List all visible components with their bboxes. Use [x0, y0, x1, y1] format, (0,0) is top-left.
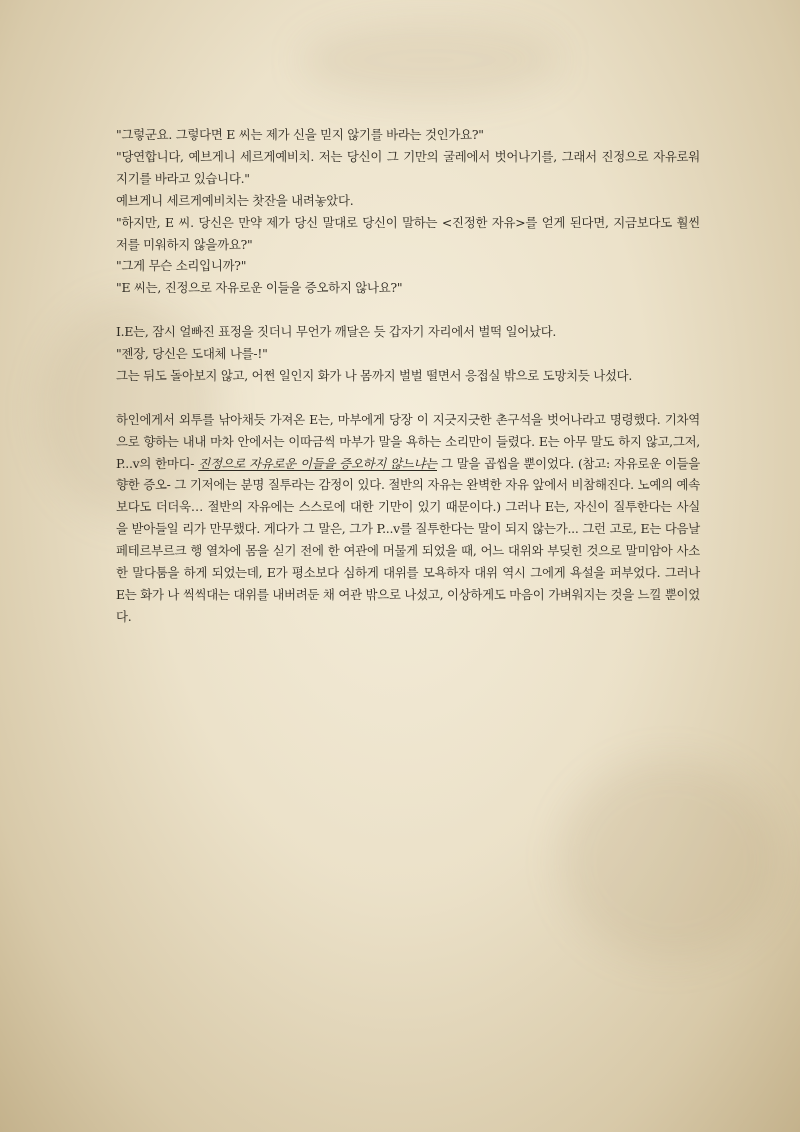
paragraph: I.E는, 잠시 얼빠진 표정을 짓더니 무언가 깨달은 듯 갑자기 자리에서 벌떡 일어났다.	[116, 324, 557, 340]
paragraph: "그렇군요. 그렇다면 E 씨는 제가 신을 믿지 않기를 바라는 것인가요?"	[116, 127, 484, 142]
paragraph-text: 하인에게서 외투를 낚아채듯 가져온 E는, 마부에게 당장 이 지긋지긋한 촌구석을 벗어나라고 명령했다. 기차역으로 향하는 내내 마차 안에서는 이따금씩 마부가 말을 욕하는 소리만이 들렸다. E는 아무 말도 하지 않고,그저, P...v의 한마디-	[116, 411, 700, 471]
dialogue-section	[116, 124, 700, 299]
paragraph: "당연합니다, 예브게니 세르게예비치. 저는 당신이 그 기만의 굴레에서 벗어나기를, 그래서 진정으로 자유로워지기를 바라고 있습니다."	[116, 148, 700, 186]
paragraph: "젠장, 당신은 도대체 나를-!"	[116, 346, 268, 362]
paper-stain	[560, 760, 780, 960]
emphasized-quote: 진정으로 자유로운 이들을 증오하지 않느냐는	[198, 455, 437, 471]
paragraph: "그게 무슨 소리입니까?"	[116, 258, 247, 274]
narrative-section	[116, 409, 700, 628]
paragraph-gap	[116, 387, 700, 409]
paragraph: "E 씨는, 진정으로 자유로운 이들을 증오하지 않나요?"	[116, 280, 403, 296]
paragraph-text: 그 말을 곱씹을 뿐이었다. (참고: 자유로운 이들을 향한 증오- 그 기저에는 분명 질투라는 감정이 있다. 절반의 자유는 완벽한 자유 앞에서 비참해진다. 노예의 예속보다도 더더욱… 절반의 자유에는 스스로에 대한 기만이 있기 때문이다.) 그러나 E는, 자신이 질투한다는 사실을 받아들일 리가 만무했다. 게다가 그 말은, 그가 P...v를 질투한다는 말이 되지 않는가... 그런 고로, E는 다음날 페테르부르크 행 열차에 몸을 싣기 전에 한 여관에 머물게 되었을 때, 어느 대위와 부딪힌 것으로 말미암아 사소한 말다툼을 하게 되었는데, E가 평소보다 심하게 대위를 모욕하자 대위 역시 그에게 욕설을 퍼부었다. 그러나 E는 화가 나 씩씩대는 대위를 내버려둔 채 여관 밖으로 나섰고, 이상하게도 마음이 가벼워지는 것을 느낄 뿐이었다.	[116, 455, 700, 624]
paragraph: "하지만, E 씨. 당신은 만약 제가 당신 말대로 당신이 말하는 <진정한 자유>를 얻게 된다면, 지금보다도 훨씬 저를 미워하지 않을까요?"	[116, 214, 700, 252]
reaction-section	[116, 321, 700, 387]
paragraph: 그는 뒤도 돌아보지 않고, 어쩐 일인지 화가 나 몸까지 벌벌 떨면서 응접실 밖으로 도망치듯 나섰다.	[116, 367, 633, 383]
paragraph-gap	[116, 299, 700, 321]
paper-stain	[300, 20, 560, 100]
paragraph	[116, 409, 700, 628]
paragraph: 예브게니 세르게예비치는 찻잔을 내려놓았다.	[116, 192, 354, 208]
document-body	[116, 124, 700, 628]
